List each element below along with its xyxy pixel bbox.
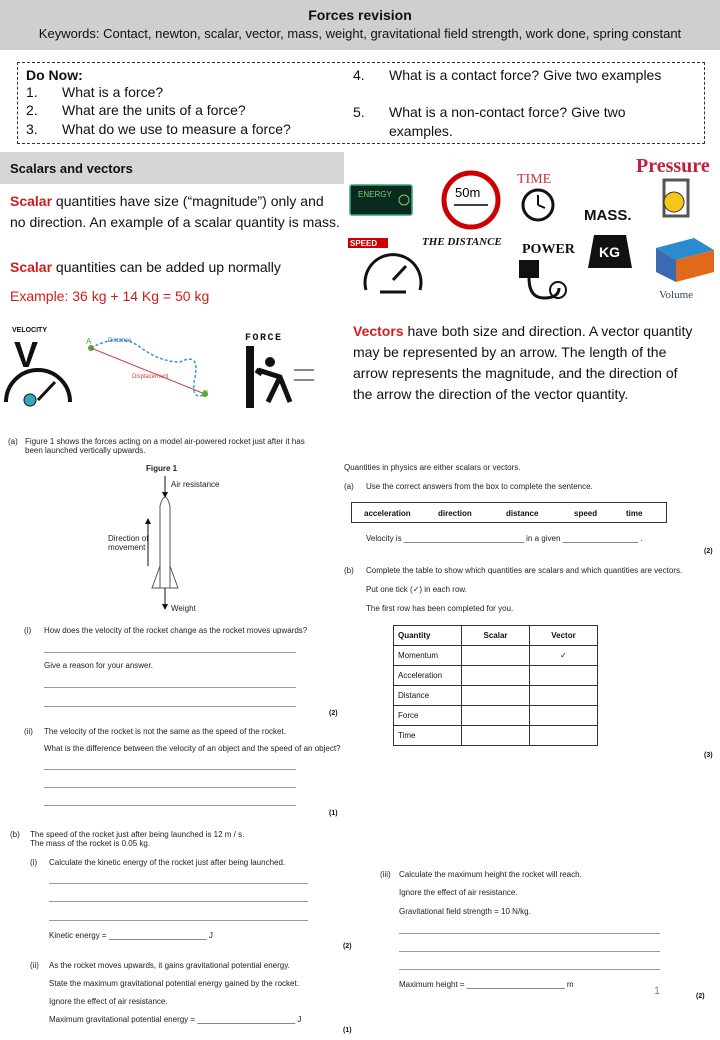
svg-text:V: V bbox=[14, 334, 39, 375]
pressure-icon bbox=[636, 155, 710, 216]
reason-prompt: Give a reason for your answer. bbox=[44, 661, 153, 670]
velocity-sentence: Velocity is ___________________________ in a given _________________ . bbox=[366, 534, 643, 543]
max-height-answer: Maximum height = ______________________ m bbox=[399, 980, 574, 989]
direction-label: Direction of movement bbox=[108, 534, 149, 552]
power-plug-icon bbox=[519, 242, 576, 298]
answer-line bbox=[44, 652, 296, 653]
svg-text:Displacement: Displacement bbox=[132, 374, 169, 380]
mark-q-b: (3) bbox=[704, 752, 713, 759]
scalar-cell[interactable] bbox=[462, 726, 530, 746]
clock-icon bbox=[517, 172, 553, 220]
do-now-box: Do Now: 1. What is a force? 2. What are the units of a force? 3. What do we use to measure a force? 4. What is a contact force? Give two examples 5. What is a non-contact force? Give two examples. bbox=[17, 62, 705, 144]
svg-text:ENERGY: ENERGY bbox=[358, 190, 392, 199]
scalar-cell[interactable] bbox=[462, 686, 530, 706]
vector-cell[interactable] bbox=[530, 666, 598, 686]
do-now-heading: Do Now: bbox=[26, 67, 83, 83]
question-b-ii-b: State the maximum gravitational potential energy gained by the rocket. bbox=[49, 979, 299, 988]
question-b-ii-c: Ignore the effect of air resistance. bbox=[49, 997, 168, 1006]
answer-line bbox=[49, 901, 308, 902]
svg-text:MASS.: MASS. bbox=[584, 207, 632, 224]
question-b: (b) The speed of the rocket just after being launched is 12 m / s. The mass of the rocket is 0.05 kg. bbox=[10, 830, 245, 848]
svg-text:POWER: POWER bbox=[522, 242, 575, 257]
svg-text:TIME: TIME bbox=[517, 172, 552, 187]
question-b-iii-c: Gravitational field strength = 10 N/kg. bbox=[399, 907, 531, 916]
question-b-iii-b: Ignore the effect of air resistance. bbox=[399, 888, 518, 897]
tick-instruction: Put one tick (✓) in each row. bbox=[366, 585, 467, 594]
svg-text:THE DISTANCE: THE DISTANCE bbox=[422, 236, 502, 248]
velocity-gauge-icon bbox=[6, 327, 70, 406]
weight-label: Weight bbox=[171, 604, 196, 613]
word-speed: speed bbox=[574, 509, 598, 518]
section-bar-scalars-vectors: Scalars and vectors bbox=[0, 152, 344, 184]
vector-cell[interactable]: ✓ bbox=[530, 646, 598, 666]
svg-text:A: A bbox=[86, 337, 92, 346]
question-b-i: (i) Calculate the kinetic energy of the rocket just after being launched. bbox=[30, 858, 286, 867]
question-a-ii-b: What is the difference between the velocity of an object and the speed of an object? bbox=[44, 744, 341, 753]
question-b-ii: (ii) As the rocket moves upwards, it gains gravitational potential energy. bbox=[30, 961, 290, 970]
rocket-intro: (a) Figure 1 shows the forces acting on a model air-powered rocket just after it has been launched vertically upwards. bbox=[8, 437, 305, 455]
word-time: time bbox=[626, 509, 643, 518]
svg-text:50m: 50m bbox=[455, 185, 481, 200]
mark-b-iii: (2) bbox=[696, 993, 705, 1000]
scalar-definition: Scalar quantities have size (“magnitude”) only and no direction. An example of a scalar quantity is mass. bbox=[10, 193, 340, 230]
page-number: 1 bbox=[654, 985, 661, 997]
answer-line bbox=[44, 706, 296, 707]
table-header-row: Quantity Scalar Vector bbox=[394, 626, 598, 646]
title-banner bbox=[0, 0, 720, 50]
keywords-line: Keywords: Contact, newton, scalar, vector, mass, weight, gravitational field strength, work done, spring constant bbox=[38, 26, 682, 41]
vector-definition: Vectors have both size and direction. A vector quantity may be represented by an arrow. The length of the arrow represents the magnitude, and the direction of the arrow the direction of the vector quantity. bbox=[353, 323, 693, 402]
fifty-m-sign-icon bbox=[444, 173, 498, 227]
answer-line bbox=[44, 769, 296, 770]
answer-line bbox=[44, 805, 296, 806]
table-row: Distance bbox=[394, 686, 598, 706]
word-box bbox=[351, 502, 667, 523]
figure-1-title: Figure 1 bbox=[146, 464, 178, 473]
question-b-iii: (iii) Calculate the maximum height the rocket will reach. bbox=[380, 870, 582, 879]
svg-text:KG: KG bbox=[599, 244, 620, 260]
scalar-cell[interactable] bbox=[462, 706, 530, 726]
scalar-example: Example: 36 kg + 14 Kg = 50 kg bbox=[10, 288, 210, 304]
word-direction: direction bbox=[438, 509, 472, 518]
svg-text:SPEED: SPEED bbox=[350, 239, 378, 248]
quantities-a: (a) Use the correct answers from the box to complete the sentence. bbox=[344, 482, 593, 491]
volume-cube-icon bbox=[656, 238, 714, 301]
mark-a-ii: (1) bbox=[329, 810, 338, 817]
answer-line bbox=[44, 787, 296, 788]
svg-text:Volume: Volume bbox=[659, 289, 694, 301]
question-a-i: (i) How does the velocity of the rocket change as the rocket moves upwards? bbox=[24, 626, 308, 635]
mark-b-i: (2) bbox=[343, 943, 352, 950]
vector-icons-row bbox=[0, 322, 340, 412]
svg-text:FORCE: FORCE bbox=[245, 333, 283, 344]
table-row: Acceleration bbox=[394, 666, 598, 686]
mass-kg-icon bbox=[584, 207, 632, 268]
answer-line bbox=[44, 687, 296, 688]
table-row: Momentum ✓ bbox=[394, 646, 598, 666]
distance-icon bbox=[422, 236, 502, 248]
mark-q-a: (2) bbox=[704, 548, 713, 555]
word-acceleration: acceleration bbox=[364, 509, 411, 518]
answer-line bbox=[49, 883, 308, 884]
kinetic-energy-answer: Kinetic energy = ______________________ J bbox=[49, 931, 213, 940]
word-distance: distance bbox=[506, 509, 539, 518]
page-title: Forces revision bbox=[308, 7, 412, 23]
quantity-icons-collage bbox=[344, 150, 720, 310]
vector-cell[interactable] bbox=[530, 686, 598, 706]
displacement-diagram bbox=[86, 337, 208, 398]
question-a-ii: (ii) The velocity of the rocket is not the same as the speed of the rocket. bbox=[24, 727, 286, 736]
svg-text:B: B bbox=[203, 389, 209, 398]
vector-cell[interactable] bbox=[530, 706, 598, 726]
gpe-answer: Maximum gravitational potential energy = ______________________ J bbox=[49, 1015, 302, 1024]
answer-line bbox=[399, 933, 660, 934]
scalar-cell[interactable] bbox=[462, 666, 530, 686]
table-row: Time bbox=[394, 726, 598, 746]
air-resistance-label: Air resistance bbox=[171, 480, 220, 489]
svg-text:Pressure: Pressure bbox=[636, 155, 710, 177]
answer-line bbox=[49, 920, 308, 921]
mark-b-ii: (1) bbox=[343, 1027, 352, 1034]
answer-line bbox=[399, 969, 660, 970]
force-pushing-icon bbox=[245, 333, 314, 408]
first-row-note: The first row has been completed for you. bbox=[366, 604, 514, 613]
scalar-vector-table bbox=[393, 625, 598, 746]
speedometer-icon bbox=[348, 238, 421, 292]
energy-battery-icon bbox=[350, 185, 412, 215]
svg-text:Distance: Distance bbox=[108, 338, 132, 344]
svg-text:VELOCITY: VELOCITY bbox=[12, 327, 48, 334]
mark-a-i: (2) bbox=[329, 710, 338, 717]
table-row: Force bbox=[394, 706, 598, 726]
quantities-b: (b) Complete the table to show which quantities are scalars and which quantities are vectors. bbox=[344, 566, 683, 575]
answer-line bbox=[399, 951, 660, 952]
quantities-intro: Quantities in physics are either scalars or vectors. bbox=[344, 463, 521, 472]
scalar-cell[interactable] bbox=[462, 646, 530, 666]
scalar-addition: Scalar quantities can be added up normally bbox=[10, 259, 281, 275]
vector-cell[interactable] bbox=[530, 726, 598, 746]
